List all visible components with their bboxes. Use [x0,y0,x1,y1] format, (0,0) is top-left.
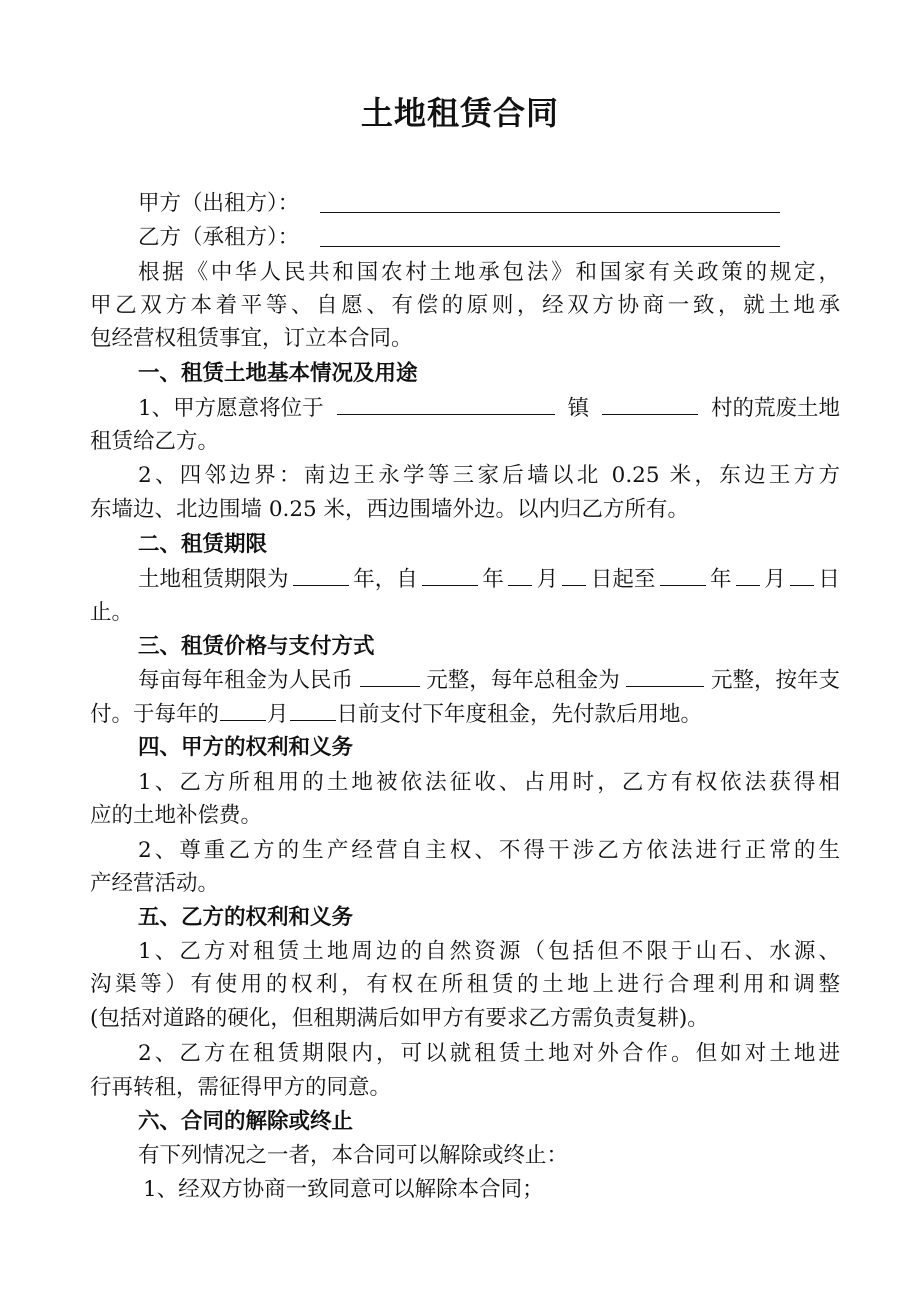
party-b-label: 乙方（承租方）： [138,225,300,250]
section-5-item-1-line-3: (包括对道路的硬化，但租期满后如甲方有要求乙方需负责复耕)。 [90,1006,709,1031]
price-text-3: 元整，按年支 [710,668,840,693]
section-4-item-2-line-2: 产经营活动。 [90,871,220,896]
term-text-3: 年 [482,567,504,592]
section-3-heading: 三、租赁价格与支付方式 [138,634,375,659]
price-text-1: 每亩每年租金为人民币 [138,668,354,693]
term-text-7: 月 [764,567,786,592]
section-4-item-2-line-1: 2、尊重乙方的生产经营自主权、不得干涉乙方依法进行正常的生 [138,838,840,863]
section-5-item-1-line-2: 沟渠等）有使用的权利，有权在所租赁的土地上进行合理利用和调整 [90,972,840,997]
village-blank [602,392,698,415]
party-a-blank [320,212,780,213]
term-text-6: 年 [710,567,732,592]
section-6-intro: 有下列情况之一者，本合同可以解除或终止： [138,1143,569,1168]
price-text-4: 付。于每年的 [90,702,220,727]
section-6-item-1: 1、经双方协商一致同意可以解除本合同； [143,1177,544,1202]
term-text-8: 日 [818,567,840,592]
price-text-5: 月 [267,702,289,727]
section-1-item-1-line-2: 租赁给乙方。 [90,429,220,454]
section-1-item-1-line-1 [138,392,840,426]
section-5-item-1-line-1: 1、乙方对租赁土地周边的自然资源（包括但不限于山石、水源、 [138,939,840,964]
section-4-item-1-line-2: 应的土地补偿费。 [90,803,263,828]
term-text-4: 月 [536,567,559,592]
section-5-heading: 五、乙方的权利和义务 [138,905,354,930]
preamble-line-3: 包经营权租赁事宜，订立本合同。 [90,326,413,351]
start-month-blank [508,563,532,586]
section-3-price-line-1 [138,664,840,698]
section-3-price-line-2 [90,698,840,732]
start-year-blank [422,563,478,586]
total-rent-blank [626,664,704,687]
start-day-blank [562,563,586,586]
section-5-item-2-line-2: 行再转租，需征得甲方的同意。 [90,1075,392,1100]
party-a-label: 甲方（出租方）： [138,191,300,216]
term-text-5: 日起至 [590,567,656,592]
price-text-6: 日前支付下年度租金，先付款后用地。 [336,702,703,727]
term-text-1: 土地租赁期限为 [138,567,289,592]
section-2-term-line-2: 止。 [90,600,134,625]
end-month-blank [736,563,760,586]
preamble-line-1: 根据《中华人民共和国农村土地承包法》和国家有关政策的规定， [138,260,840,285]
section-1-item-2-line-1: 2、四邻边界：南边王永学等三家后墙以北 0.25 米，东边王方方 [138,463,840,488]
price-text-2: 元整，每年总租金为 [426,668,620,693]
section-1-heading: 一、租赁土地基本情况及用途 [138,361,418,386]
section-6-heading: 六、合同的解除或终止 [138,1109,354,1134]
section-4-item-1-line-1: 1、乙方所租用的土地被依法征收、占用时，乙方有权依法获得相 [138,770,840,795]
s1-item1-text-c: 村的荒废土地 [710,396,840,421]
document-title: 土地租赁合同 [360,94,559,132]
end-day-blank [790,563,814,586]
section-1-item-2-line-2: 东墙边、北边围墙 0.25 米，西边围墙外边。以内归乙方所有。 [90,497,690,522]
section-4-heading: 四、甲方的权利和义务 [138,735,354,760]
pay-day-blank [290,698,336,721]
preamble-line-2: 甲乙双方本着平等、自愿、有偿的原则，经双方协商一致，就土地承 [90,293,840,318]
pay-month-blank [220,698,266,721]
term-years-blank [293,563,349,586]
s1-item1-text-b: 镇 [567,396,590,421]
section-2-heading: 二、租赁期限 [138,532,268,557]
section-5-item-2-line-1: 2、乙方在租赁期限内，可以就租赁土地对外合作。但如对土地进 [138,1041,840,1066]
end-year-blank [660,563,706,586]
party-b-blank [320,246,780,247]
s1-item1-text-a: 1、甲方愿意将位于 [138,396,324,421]
per-mu-rent-blank [360,664,420,687]
term-text-2: 年，自 [353,567,418,592]
section-2-term-line [138,563,840,597]
town-blank [337,392,555,415]
